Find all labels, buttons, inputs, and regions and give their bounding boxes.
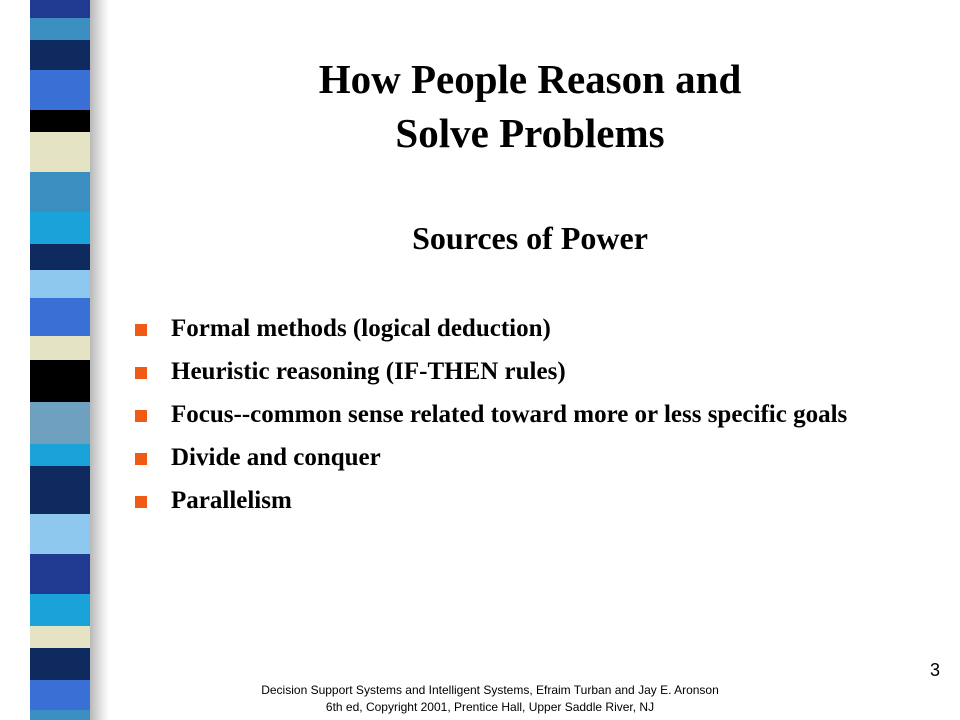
bullet-text: Formal methods (logical deduction) [171, 315, 551, 342]
stripe-block [30, 212, 90, 244]
bullet-list [135, 312, 875, 527]
stripe-block [30, 554, 90, 594]
stripe-block [30, 244, 90, 270]
bullet-text: Focus--common sense related toward more or less specific goals [171, 401, 848, 428]
stripe-block [30, 444, 90, 466]
square-bullet-icon [135, 453, 147, 465]
footer-line-2: 6th ed, Copyright 2001, Prentice Hall, Upper Saddle River, NJ [325, 700, 655, 714]
stripe-shadow [90, 0, 110, 720]
slide-number: 3 [929, 660, 940, 680]
stripe-block [30, 0, 90, 18]
stripe-block [30, 18, 90, 40]
stripe-block [30, 70, 90, 110]
stripe-block [30, 270, 90, 298]
bullet-item [135, 398, 875, 431]
slide-subtitle: Sources of Power [412, 220, 648, 256]
stripe-block [30, 680, 90, 710]
stripe-block [30, 648, 90, 680]
stripe-block [30, 40, 90, 70]
bullet-item [135, 441, 875, 474]
stripe-block [30, 360, 90, 402]
decorative-color-stripe [30, 0, 90, 720]
bullet-text: Parallelism [171, 487, 292, 514]
stripe-block [30, 626, 90, 648]
footer-line-1: Decision Support Systems and Intelligent Systems, Efraim Turban and Jay E. Aronson [261, 683, 719, 697]
bullet-item [135, 484, 875, 517]
stripe-block [30, 110, 90, 132]
square-bullet-icon [135, 496, 147, 508]
slide-title-line-2: Solve Problems [395, 110, 665, 156]
stripe-block [30, 514, 90, 554]
stripe-block [30, 466, 90, 514]
stripe-block [30, 402, 90, 444]
bullet-text: Heuristic reasoning (IF-THEN rules) [171, 358, 566, 385]
stripe-block [30, 172, 90, 212]
bullet-item [135, 312, 875, 345]
square-bullet-icon [135, 367, 147, 379]
stripe-block [30, 132, 90, 172]
stripe-block [30, 594, 90, 626]
stripe-block [30, 298, 90, 336]
slide-title [180, 52, 880, 160]
square-bullet-icon [135, 410, 147, 422]
bullet-text: Divide and conquer [171, 444, 381, 471]
stripe-block [30, 336, 90, 360]
slide-footer [200, 682, 780, 716]
stripe-block [30, 710, 90, 720]
slide-title-line-1: How People Reason and [318, 56, 742, 102]
square-bullet-icon [135, 324, 147, 336]
bullet-item [135, 355, 875, 388]
